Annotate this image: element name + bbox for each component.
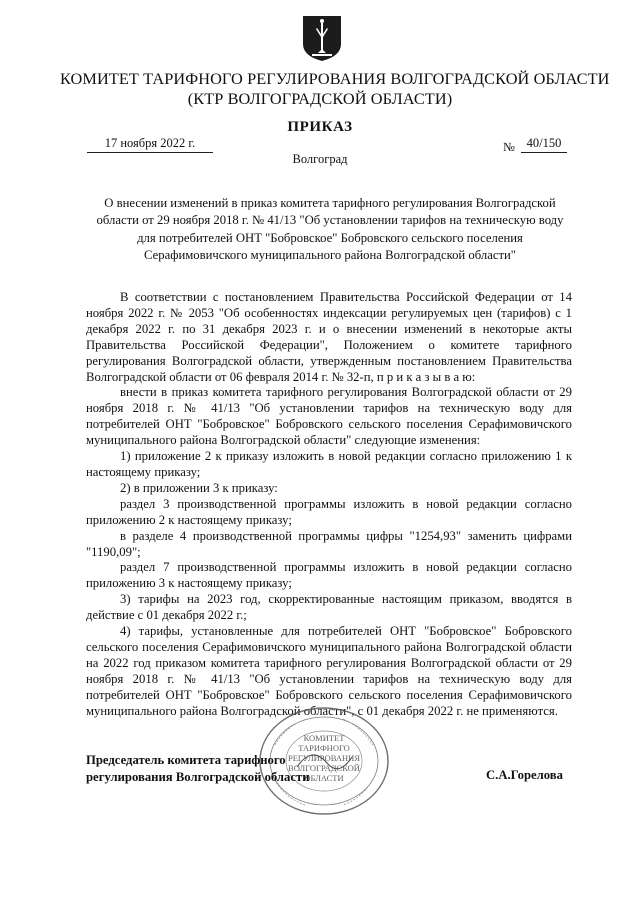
stamp-line: КОМИТЕТ [303,733,345,743]
document-type: ПРИКАЗ [287,119,353,135]
stamp-line: ОБЛАСТИ [304,773,344,783]
signatory-name: С.А.Горелова [486,768,563,782]
signatory-position-line1: Председатель комитета тарифного [86,753,286,767]
signatory-position [86,752,310,786]
subject-line: для потребителей ОНТ "Бобровское" Бобровского сельского поселения [137,230,523,245]
org-title-line1: КОМИТЕТ ТАРИФНОГО РЕГУЛИРОВАНИЯ ВОЛГОГРАДСКОЙ ОБЛАСТИ [60,69,610,88]
stamp-line: ТАРИФНОГО [298,743,350,753]
document-city: Волгоград [292,152,348,166]
body-paragraph: раздел 7 производственной программы изложить в новой редакции согласно приложению 3 к настоящему приказу; [86,560,572,591]
body-paragraph: 4) тарифы, установленные для потребителей ОНТ "Бобровское" Бобровского сельского поселения Серафимовичского муниципального района Волгоградской области на 2022 год приказом комитета тарифного регулирования Волгоградской области от 29 ноября 2018 г. № 41/13 "Об установлении тарифов на техническую воду для потребителей ОНТ "Бобровское" Бобровского сельского поселения Серафимовичского муниципального района Волгоградской области", с 01 декабря 2022 г. не применяются. [86,624,572,718]
stamp-line: ВОЛГОГРАДСКОЙ [288,763,360,773]
document-date: 17 ноября 2022 г. [87,136,213,153]
body-paragraph: в разделе 4 производственной программы цифры "1254,93" заменить цифрами "1190,09"; [86,528,572,559]
body-paragraph: 1) приложение 2 к приказу изложить в новой редакции согласно приложению 1 к настоящему приказу; [86,449,572,479]
subject-line: О внесении изменений в приказ комитета тарифного регулирования Волгоградской [104,196,556,210]
body-paragraph: В соответствии с постановлением Правительства Российской Федерации от 14 ноября 2022 г. № 2053 "Об особенностях индексации регулируемых цен (тарифов) с 1 декабря 2022 г. по 31 декабря 2023 г. и о внесении изменений в некоторые акты Правительства Российской Федерации", Положением о комитете тарифного регулирования Волгоградской области, утвержденным постановлением Правительства Волгоградской области от 06 февраля 2014 г. № 32-п, п р и к а з ы в а ю: [86,290,572,384]
org-title-line2: (КТР ВОЛГОГРАДСКОЙ ОБЛАСТИ) [187,89,453,108]
subject-line: области от 29 ноября 2018 г. № 41/13 "Об установлении тарифов на техническую воду [96,213,564,228]
number-sign: № [503,140,515,154]
signatory-position-line2: регулирования Волгоградской области [86,770,310,784]
body-paragraph: 2) в приложении 3 к приказу: [120,480,278,495]
subject-line: Серафимовичского муниципального района Волгоградской области" [144,247,516,262]
body-paragraph: раздел 3 производственной программы изложить в новой редакции согласно приложению 2 к настоящему приказу; [86,496,572,527]
body-paragraph: 3) тарифы на 2023 год, скорректированные настоящим приказом, вводятся в действие с 01 декабря 2022 г.; [86,592,572,623]
coat-of-arms-icon [301,14,343,62]
document-body [86,290,572,719]
document-number: 40/150 [521,136,567,153]
stamp-line: РЕГУЛИРОВАНИЯ [288,753,360,763]
document-subject [86,195,574,264]
body-paragraph: внести в приказ комитета тарифного регулирования Волгоградской области от 29 ноября 2018 г. № 41/13 "Об установлении тарифов на техническую воду для потребителей ОНТ "Бобровское" Бобровского сельского поселения Серафимовичского муниципального района Волгоградской области" следующие изменения: [86,385,572,448]
